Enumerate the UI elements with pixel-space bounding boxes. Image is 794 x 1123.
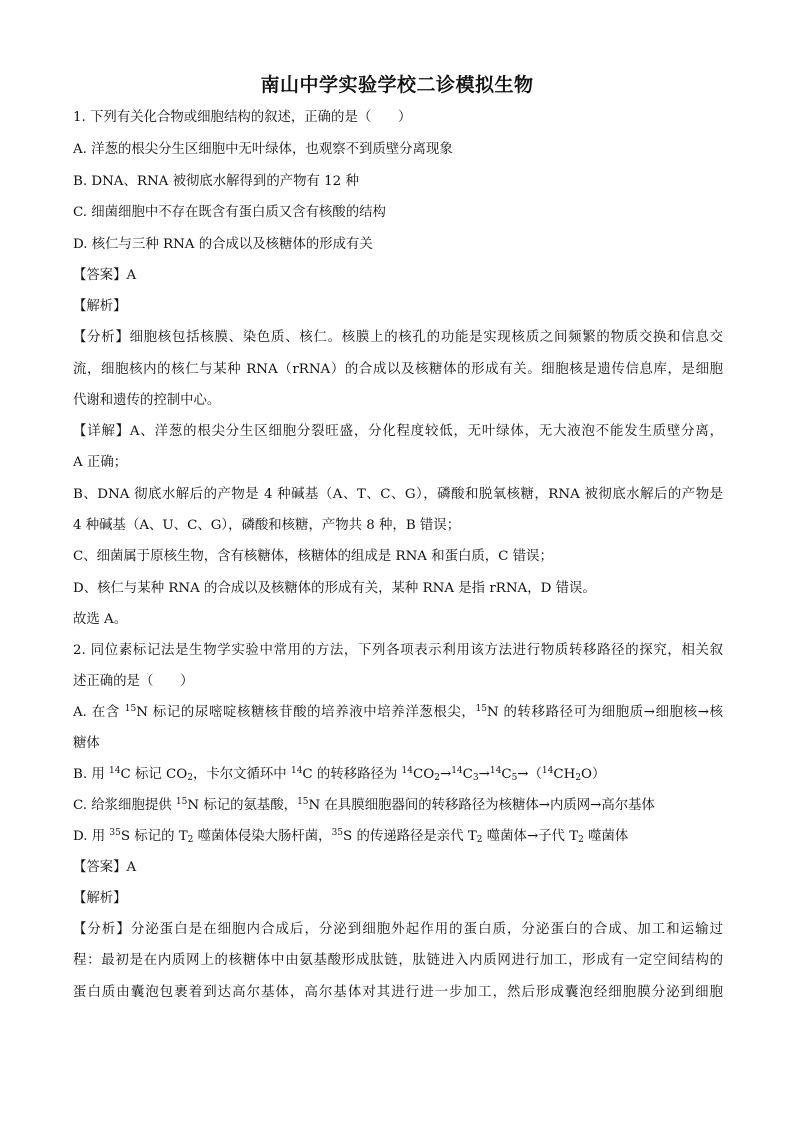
- q2-stem-line: 述正确的是（ ）: [73, 674, 194, 689]
- q2-stem-line: 2. 同位素标记法是生物学实验中常用的方法，下列各项表示利用该方法进行物质转移路径的探究，相关叙: [73, 643, 723, 658]
- q2-option-c: C. 给浆细胞提供 $^{15}$N 标记的氨基酸，$^{15}$N 在具膜细胞器间的转移路径为核糖体→内质网→高尔基体: [73, 797, 655, 813]
- q1-detail-line: B、DNA 彻底水解后的产物是 4 种碱基（A、T、C、G），磷酸和脱氧核糖，RNA 被彻底水解后的产物是: [73, 487, 723, 502]
- q1-answer: 【答案】A: [73, 268, 137, 283]
- q1-conclusion: 故选 A。: [73, 612, 128, 627]
- q1-option-c: C. 细菌细胞中不存在既含有蛋白质又含有核酸的结构: [73, 205, 386, 220]
- q2-option-a: A. 在含 $^{15}$N 标记的尿嘧啶核糖核苷酸的培养液中培养洋葱根尖，$^{15}$N 的转移路径可为细胞质→细胞核→核: [73, 704, 723, 720]
- q1-analysis-line: 【分析】细胞核包括核膜、染色质、核仁。核膜上的核孔的功能是实现核质之间频繁的物质交换和信息交: [73, 330, 723, 345]
- q2-option-d: D. 用 $^{35}$S 标记的 $T_2$ 噬菌体侵染大肠杆菌，$^{35}$S 的传递路径是亲代 $T_2$ 噬菌体→子代 $T_2$ 噬菌体: [73, 828, 629, 845]
- q1-analysis-heading: 【解析】: [73, 299, 127, 314]
- q2-option-b: B. 用 $^{14}$C 标记 $CO_2$，卡尔文循环中 $^{14}$C 的转移路径为 $^{14}CO_2\to^{14}C_3\to^{14}C_5\to(^{14}CH_2O)$: [73, 766, 606, 783]
- q1-option-a: A. 洋葱的根尖分生区细胞中无叶绿体，也观察不到质壁分离现象: [73, 142, 453, 157]
- q1-detail-line: D、核仁与某种 RNA 的合成以及核糖体的形成有关，某种 RNA 是指 rRNA，D 错误。: [73, 581, 596, 596]
- q1-detail-line: C、细菌属于原核生物，含有核糖体，核糖体的组成是 RNA 和蛋白质，C 错误；: [73, 549, 553, 564]
- q2-analysis-line: 蛋白质由囊泡包裹着到达高尔基体，高尔基体对其进行进一步加工，然后形成囊泡经细胞膜分泌到细胞: [73, 985, 723, 1000]
- q1-detail-line: A 正确；: [73, 455, 128, 470]
- q1-detail-line: 4 种碱基（A、U、C、G），磷酸和核糖，产物共 8 种，B 错误；: [73, 518, 461, 533]
- q2-answer: 【答案】A: [73, 860, 137, 875]
- q2-analysis-line: 【分析】分泌蛋白是在细胞内合成后，分泌到细胞外起作用的蛋白质，分泌蛋白的合成、加工和运输过: [73, 922, 723, 937]
- q1-stem: 1. 下列有关化合物或细胞结构的叙述，正确的是（ ）: [73, 110, 412, 125]
- q1-option-b: B. DNA、RNA 被彻底水解得到的产物有 12 种: [73, 174, 359, 189]
- q1-option-d: D. 核仁与三种 RNA 的合成以及核糖体的形成有关: [73, 237, 373, 252]
- q2-option-a-continued: 糖体: [73, 736, 100, 751]
- q1-analysis-line: 代谢和遗传的控制中心。: [73, 393, 221, 408]
- q1-analysis-line: 流，细胞核内的核仁与某种 RNA（rRNA）的合成以及核糖体的形成有关。细胞核是遗传信息库，是细胞: [73, 362, 723, 377]
- q2-analysis-heading: 【解析】: [73, 891, 127, 906]
- page-title: 南山中学实验学校二诊模拟生物: [260, 74, 534, 96]
- q1-detail-line: 【详解】A、洋葱的根尖分生区细胞分裂旺盛，分化程度较低，无叶绿体，无大液泡不能发生质壁分离，: [73, 424, 723, 439]
- q2-analysis-line: 程：最初是在内质网上的核糖体中由氨基酸形成肽链，肽链进入内质网进行加工，形成有一定空间结构的: [73, 953, 723, 968]
